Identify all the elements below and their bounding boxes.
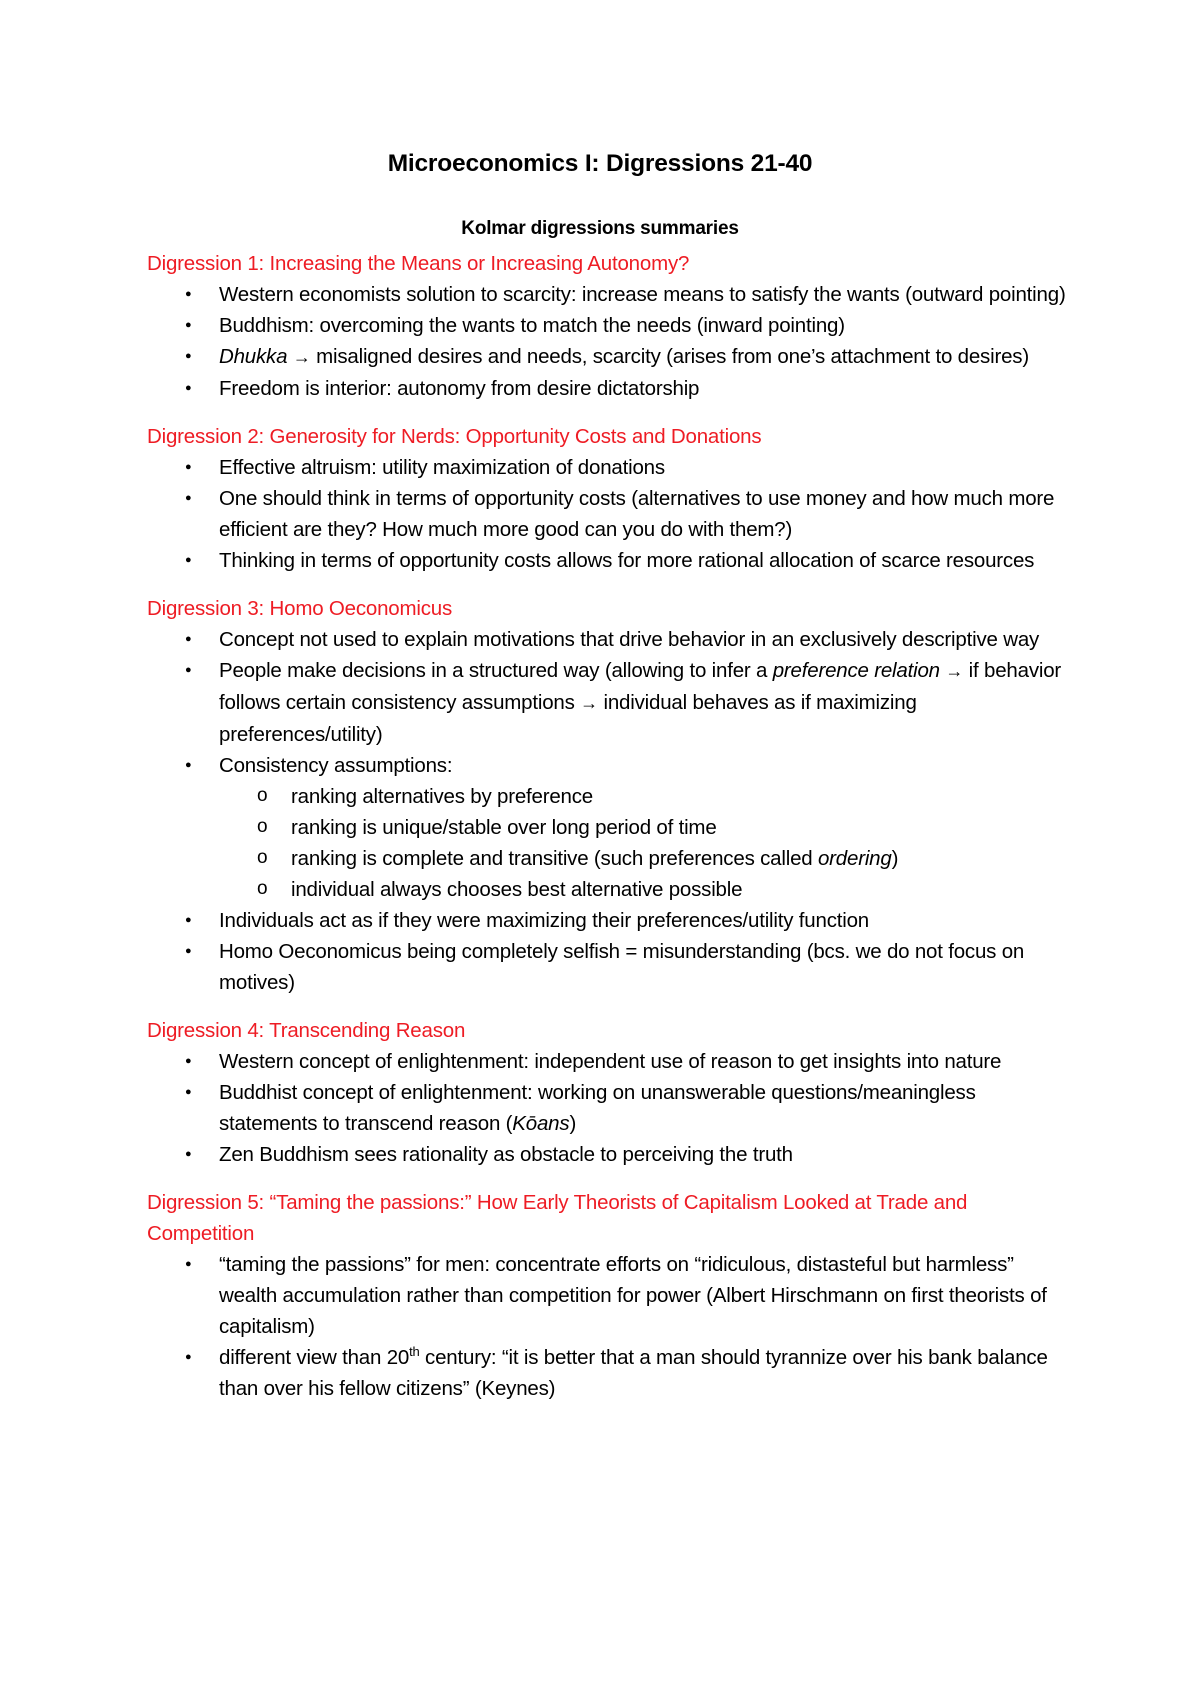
term-italic: Kōans — [512, 1112, 570, 1135]
bullet-item — [147, 341, 1067, 373]
bullet-item: ● Western concept of enlightenment: independent use of reason to get insights into nature — [147, 1046, 1067, 1077]
bullet-item: ● One should think in terms of opportunity costs (alternatives to use money and how much more efficient are they? How much more good can you do with them?) — [147, 483, 1067, 545]
section-digression-2 — [147, 421, 1067, 576]
bullet-item — [147, 655, 1067, 750]
section-heading: Digression 2: Generosity for Nerds: Opportunity Costs and Donations — [147, 425, 762, 448]
bullet-text: misaligned desires and needs, scarcity (arises from one’s attachment to desires) — [310, 345, 1029, 368]
bullet-item: ● Thinking in terms of opportunity costs allows for more rational allocation of scarce resources — [147, 545, 1067, 576]
term-italic: ordering — [817, 847, 892, 870]
bullet-text: if behavior follows certain consistency assumptions — [219, 659, 1062, 714]
bullet-item — [147, 1342, 1067, 1404]
bullet-item: ● Individuals act as if they were maximizing their preferences/utility function — [147, 905, 1067, 936]
bullet-list — [147, 1046, 1067, 1170]
arrow-icon: → — [292, 347, 311, 367]
section-heading: Digression 5: “Taming the passions:” How Early Theorists of Capitalism Looked at Trade and Competition — [147, 1191, 968, 1245]
bullet-text: different view than 20 — [219, 1346, 410, 1369]
bullet-list — [147, 1249, 1067, 1404]
sub-text: ranking is complete and transitive (such preferences called — [291, 847, 818, 870]
section-digression-4 — [147, 1015, 1067, 1170]
sub-item: o individual always chooses best alternative possible — [147, 874, 1067, 905]
sub-list — [219, 781, 1067, 905]
bullet-text: ) — [569, 1112, 577, 1135]
section-heading: Digression 4: Transcending Reason — [147, 1019, 466, 1042]
bullet-text: Consistency assumptions: — [219, 754, 453, 777]
bullet-item: ● “taming the passions” for men: concentrate efforts on “ridiculous, distasteful but harmless” wealth accumulation rather than competition for power (Albert Hirschmann on first theorists of capitalism) — [147, 1249, 1067, 1342]
sub-text: ) — [891, 847, 899, 870]
bullet-text: individual behaves as if maximizing preferences/utility) — [219, 691, 917, 746]
bullet-list — [147, 452, 1067, 576]
sub-item: o ranking is unique/stable over long period of time — [147, 812, 1067, 843]
section-digression-5 — [147, 1187, 1067, 1404]
arrow-icon: → — [580, 693, 598, 713]
section-heading: Digression 1: Increasing the Means or Increasing Autonomy? — [147, 252, 690, 275]
bullet-item: ● Zen Buddhism sees rationality as obstacle to perceiving the truth — [147, 1139, 1067, 1170]
document-body — [147, 248, 1067, 1421]
bullet-item — [147, 1077, 1067, 1139]
section-heading: Digression 3: Homo Oeconomicus — [147, 597, 453, 620]
section-digression-3 — [147, 593, 1067, 998]
bullet-item: ● Freedom is interior: autonomy from desire dictatorship — [147, 373, 1067, 404]
document-subtitle: Kolmar digressions summaries — [461, 218, 739, 239]
arrow-icon: → — [945, 661, 964, 681]
bullet-list — [147, 279, 1067, 404]
bullet-text: Buddhist concept of enlightenment: working on unanswerable questions/meaningless statements to transcend reason ( — [219, 1081, 976, 1135]
document-title: Microeconomics I: Digressions 21-40 — [387, 150, 813, 177]
term-italic: preference relation — [772, 659, 940, 682]
bullet-item: ● Concept not used to explain motivations that drive behavior in an exclusively descriptive way — [147, 624, 1067, 655]
term-italic: Dhukka — [219, 345, 288, 368]
bullet-item — [147, 750, 1067, 905]
superscript: th — [409, 1344, 420, 1360]
bullet-item: ● Homo Oeconomicus being completely selfish = misunderstanding (bcs. we do not focus on motives) — [147, 936, 1067, 998]
bullet-text: People make decisions in a structured way (allowing to infer a — [219, 659, 773, 682]
sub-item: o ranking alternatives by preference — [147, 781, 1067, 812]
bullet-list — [147, 624, 1067, 998]
bullet-item: ● Effective altruism: utility maximization of donations — [147, 452, 1067, 483]
bullet-text: century: “it is better that a man should tyrannize over his bank balance than over his fellow citizens” (Keynes) — [219, 1346, 1048, 1400]
sub-item — [147, 843, 1067, 874]
bullet-item: ● Western economists solution to scarcity: increase means to satisfy the wants (outward pointing) — [147, 279, 1067, 310]
bullet-item: ● Buddhism: overcoming the wants to match the needs (inward pointing) — [147, 310, 1067, 341]
section-digression-1 — [147, 248, 1067, 404]
